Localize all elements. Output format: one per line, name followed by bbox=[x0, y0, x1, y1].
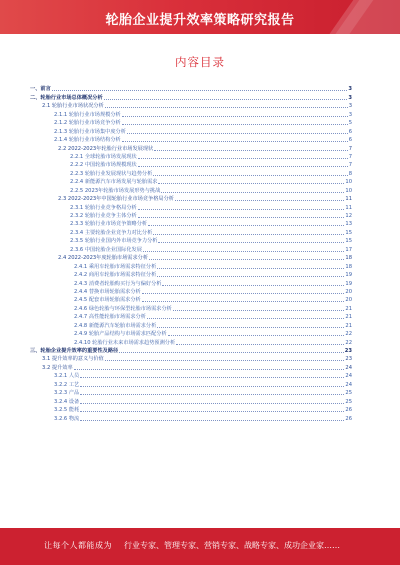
toc-leader-dots bbox=[161, 192, 344, 193]
toc-entry-page: 3 bbox=[348, 94, 352, 101]
toc-entry-page: 3 bbox=[348, 111, 352, 118]
toc-leader-dots bbox=[138, 209, 345, 210]
toc-entry[interactable] bbox=[30, 160, 352, 168]
toc-entry-page: 22 bbox=[345, 339, 352, 346]
toc-leader-dots bbox=[104, 99, 348, 100]
toc-leader-dots bbox=[157, 327, 344, 328]
toc-entry[interactable] bbox=[30, 362, 352, 370]
toc-entry-page: 21 bbox=[345, 305, 352, 312]
toc-entry-label: 2.4.6 绿色轮胎与环保型轮胎市场需求分析 bbox=[74, 305, 172, 312]
toc-entry-label: 2.4.3 消费者轮胎购买行为与偏好分析 bbox=[74, 280, 162, 287]
toc-leader-dots bbox=[153, 234, 344, 235]
toc-leader-dots bbox=[80, 386, 344, 387]
toc-entry[interactable] bbox=[30, 202, 352, 210]
toc-entry[interactable] bbox=[30, 295, 352, 303]
toc-leader-dots bbox=[158, 183, 344, 184]
footer-slogan-left: 让每个人都能成为 bbox=[44, 541, 112, 550]
toc-entry-label: 2.4.7 高性能轮胎市场需求分析 bbox=[74, 314, 146, 321]
toc-entry[interactable] bbox=[30, 227, 352, 235]
toc-entry-page: 10 bbox=[345, 179, 352, 186]
toc-entry-label: 2.3.2 轮胎行业竞争主体分析 bbox=[70, 213, 137, 219]
toc-entry-label: 2.3.1 轮胎行业竞争格局分析 bbox=[70, 204, 137, 211]
toc-entry-label: 二、轮胎行业市场总体概况分析 bbox=[30, 94, 103, 101]
toc-entry-label: 2.1.2 轮胎行业市场竞争分析 bbox=[54, 120, 121, 127]
toc-entry-page: 21 bbox=[345, 322, 352, 329]
toc-entry-page: 10 bbox=[345, 187, 352, 194]
toc-entry[interactable] bbox=[30, 118, 352, 126]
toc-leader-dots bbox=[138, 166, 348, 167]
toc-entry-label: 2.2 2022-2023年轮胎行业市场发展现状 bbox=[58, 145, 154, 152]
toc-leader-dots bbox=[153, 175, 347, 176]
toc-entry-page: 23 bbox=[345, 356, 352, 363]
toc-entry[interactable] bbox=[30, 405, 352, 413]
toc-entry-label: 2.3.5 轮胎行业国内外市场竞争力分析 bbox=[70, 238, 158, 245]
toc-entry[interactable] bbox=[30, 337, 352, 345]
toc-entry-label: 2.3.3 轮胎行业市场竞争策略分析 bbox=[70, 221, 148, 228]
toc-entry[interactable] bbox=[30, 346, 352, 354]
toc-entry[interactable] bbox=[30, 287, 352, 295]
toc-entry-page: 21 bbox=[345, 314, 352, 321]
toc-entry-page: 19 bbox=[345, 280, 352, 287]
toc-entry-label: 2.4.8 新能源汽车轮胎市场需求分析 bbox=[74, 322, 157, 329]
toc-entry-page: 13 bbox=[345, 221, 352, 228]
toc-entry[interactable] bbox=[30, 109, 352, 117]
toc-entry-page: 15 bbox=[345, 238, 352, 245]
toc-entry[interactable] bbox=[30, 92, 352, 100]
table-of-contents bbox=[30, 84, 352, 422]
toc-entry[interactable] bbox=[30, 211, 352, 219]
toc-leader-dots bbox=[173, 310, 345, 311]
toc-entry[interactable] bbox=[30, 371, 352, 379]
toc-leader-dots bbox=[105, 107, 348, 108]
toc-entry-page: 25 bbox=[345, 390, 352, 397]
toc-leader-dots bbox=[148, 225, 344, 226]
toc-entry-page: 3 bbox=[348, 103, 352, 110]
toc-entry-page: 23 bbox=[344, 348, 352, 354]
toc-entry-label: 2.4 2022-2023年度轮胎市场需求分析 bbox=[58, 255, 149, 262]
toc-entry[interactable] bbox=[30, 379, 352, 387]
toc-entry[interactable] bbox=[30, 168, 352, 176]
toc-entry-page: 11 bbox=[345, 204, 352, 211]
toc-entry-label: 3.2.4 设备 bbox=[54, 398, 80, 405]
toc-entry-label: 2.4.9 轮胎产品结构与市场需求匹配分析 bbox=[74, 331, 167, 338]
toc-entry-label: 一、前言 bbox=[30, 86, 51, 93]
toc-entry-label: 2.3 2022-2023年中国轮胎行业市场竞争格局分析 bbox=[58, 196, 174, 203]
toc-leader-dots bbox=[80, 394, 344, 395]
toc-entry[interactable] bbox=[30, 126, 352, 134]
toc-entry[interactable] bbox=[30, 177, 352, 185]
toc-entry[interactable] bbox=[30, 388, 352, 396]
toc-leader-dots bbox=[176, 344, 344, 345]
toc-leader-dots bbox=[122, 116, 348, 117]
toc-entry-page: 18 bbox=[345, 255, 352, 262]
toc-entry-label: 2.2.4 新能源汽车市场发展与轮胎需求 bbox=[70, 179, 158, 186]
toc-entry[interactable] bbox=[30, 185, 352, 193]
toc-entry[interactable] bbox=[30, 143, 352, 151]
toc-entry-label: 3.2.3 产品 bbox=[54, 390, 80, 397]
toc-entry[interactable] bbox=[30, 261, 352, 269]
toc-entry-label: 2.3.4 主要轮胎企业竞争力对比分析 bbox=[70, 229, 153, 236]
toc-leader-dots bbox=[142, 301, 345, 302]
toc-entry[interactable] bbox=[30, 152, 352, 160]
toc-entry[interactable] bbox=[30, 278, 352, 286]
toc-entry-label: 3.2.1 人员 bbox=[54, 373, 80, 380]
toc-entry[interactable] bbox=[30, 312, 352, 320]
toc-entry-label: 3.2 提升效率 bbox=[42, 364, 73, 371]
toc-entry-label: 3.2.2 工艺 bbox=[54, 381, 80, 388]
toc-entry[interactable] bbox=[30, 84, 352, 92]
toc-entry-page: 25 bbox=[345, 398, 352, 405]
toc-leader-dots bbox=[80, 403, 344, 404]
toc-entry-label: 2.4.5 配套市场轮胎需求分析 bbox=[74, 297, 141, 304]
toc-leader-dots bbox=[143, 251, 344, 252]
toc-entry-page: 8 bbox=[348, 170, 352, 177]
header-banner bbox=[0, 0, 400, 34]
toc-entry-page: 24 bbox=[345, 373, 352, 380]
toc-entry-label: 2.2.1 全球轮胎市场发展现状 bbox=[70, 153, 137, 160]
toc-entry[interactable] bbox=[30, 101, 352, 109]
toc-leader-dots bbox=[122, 124, 348, 125]
toc-leader-dots bbox=[80, 411, 344, 412]
toc-entry-label: 2.4.1 乘用车轮胎市场需求特征分析 bbox=[74, 263, 157, 270]
toc-entry-page: 20 bbox=[345, 297, 352, 304]
toc-entry-page: 5 bbox=[348, 120, 352, 127]
toc-leader-dots bbox=[138, 158, 348, 159]
toc-leader-dots bbox=[105, 360, 345, 361]
toc-entry-label: 三、轮胎企业提升效率的重要性及路径 bbox=[30, 348, 119, 354]
toc-entry[interactable] bbox=[30, 194, 352, 202]
toc-entry-page: 24 bbox=[345, 364, 352, 371]
toc-leader-dots bbox=[175, 200, 344, 201]
toc-entry[interactable] bbox=[30, 413, 352, 421]
toc-entry-label: 2.1.4 轮胎行业市场结构分析 bbox=[54, 137, 121, 144]
toc-leader-dots bbox=[80, 377, 344, 378]
toc-leader-dots bbox=[158, 242, 344, 243]
toc-entry-page: 7 bbox=[348, 162, 352, 169]
footer-slogan-right: 行业专家、管理专家、营销专家、战略专家、成功企业家…… bbox=[124, 541, 340, 550]
toc-leader-dots bbox=[162, 285, 344, 286]
toc-leader-dots bbox=[142, 293, 345, 294]
toc-entry-label: 2.4.4 替换市场轮胎需求分析 bbox=[74, 288, 141, 295]
toc-leader-dots bbox=[74, 369, 345, 370]
toc-entry-page: 22 bbox=[345, 331, 352, 338]
toc-entry-page: 19 bbox=[345, 272, 352, 279]
toc-leader-dots bbox=[168, 335, 345, 336]
toc-entry-label: 2.1.3 轮胎行业市场集中度分析 bbox=[54, 128, 126, 135]
toc-entry-page: 6 bbox=[348, 128, 352, 135]
toc-entry[interactable] bbox=[30, 253, 352, 261]
toc-leader-dots bbox=[157, 276, 344, 277]
toc-entry-page: 7 bbox=[348, 153, 352, 160]
toc-entry[interactable] bbox=[30, 270, 352, 278]
report-title: 轮胎企业提升效率策略研究报告 bbox=[105, 13, 295, 28]
toc-entry-page: 26 bbox=[345, 415, 352, 422]
toc-entry[interactable] bbox=[30, 219, 352, 227]
toc-entry-page: 7 bbox=[348, 145, 352, 152]
toc-entry-label: 3.2.5 能耗 bbox=[54, 407, 80, 414]
toc-entry-page: 3 bbox=[348, 86, 352, 93]
toc-entry-label: 3.1 提升效率的意义与价值 bbox=[42, 356, 104, 363]
footer-banner bbox=[0, 528, 400, 565]
toc-entry[interactable] bbox=[30, 303, 352, 311]
toc-entry-page: 17 bbox=[345, 246, 352, 253]
toc-leader-dots bbox=[157, 268, 344, 269]
toc-entry[interactable] bbox=[30, 320, 352, 328]
toc-entry-label: 2.4.2 商用车轮胎市场需求特征分析 bbox=[74, 272, 157, 279]
toc-entry-page: 6 bbox=[348, 137, 352, 144]
toc-entry[interactable] bbox=[30, 244, 352, 252]
toc-entry-page: 12 bbox=[345, 213, 352, 219]
toc-entry[interactable] bbox=[30, 396, 352, 404]
toc-entry-page: 20 bbox=[345, 288, 352, 295]
toc-leader-dots bbox=[154, 150, 347, 151]
toc-entry-label: 2.2.3 轮胎行业发展现状与趋势分析 bbox=[70, 170, 153, 177]
toc-heading: 内容目录 bbox=[175, 55, 225, 69]
toc-leader-dots bbox=[138, 217, 345, 218]
toc-leader-dots bbox=[122, 141, 348, 142]
toc-entry-page: 18 bbox=[345, 263, 352, 270]
toc-entry-label: 3.2.6 物流 bbox=[54, 415, 80, 422]
toc-entry[interactable] bbox=[30, 329, 352, 337]
toc-leader-dots bbox=[149, 259, 344, 260]
toc-entry-label: 2.4.10 轮胎行业未来市场需求趋势预测分析 bbox=[74, 339, 176, 346]
toc-entry-page: 24 bbox=[345, 381, 352, 388]
toc-entry[interactable] bbox=[30, 354, 352, 362]
toc-leader-dots bbox=[127, 133, 348, 134]
toc-entry[interactable] bbox=[30, 135, 352, 143]
toc-entry-label: 2.2.2 中国轮胎市场规模现状 bbox=[70, 162, 137, 169]
toc-entry-page: 26 bbox=[345, 407, 352, 414]
toc-entry-label: 2.1 轮胎行业市场状况分析 bbox=[42, 103, 104, 110]
toc-leader-dots bbox=[80, 420, 344, 421]
toc-leader-dots bbox=[119, 352, 344, 353]
toc-entry[interactable] bbox=[30, 236, 352, 244]
toc-entry-label: 2.1.1 轮胎行业市场规模分析 bbox=[54, 111, 121, 118]
toc-entry-label: 2.2.5 2023年轮胎市场发展形势与挑战 bbox=[70, 187, 161, 194]
toc-leader-dots bbox=[147, 318, 344, 319]
toc-leader-dots bbox=[52, 90, 348, 91]
toc-entry-label: 2.3.6 中国轮胎企业国际化发展 bbox=[70, 246, 142, 253]
toc-entry-page: 15 bbox=[345, 229, 352, 236]
toc-entry-page: 11 bbox=[345, 196, 352, 203]
